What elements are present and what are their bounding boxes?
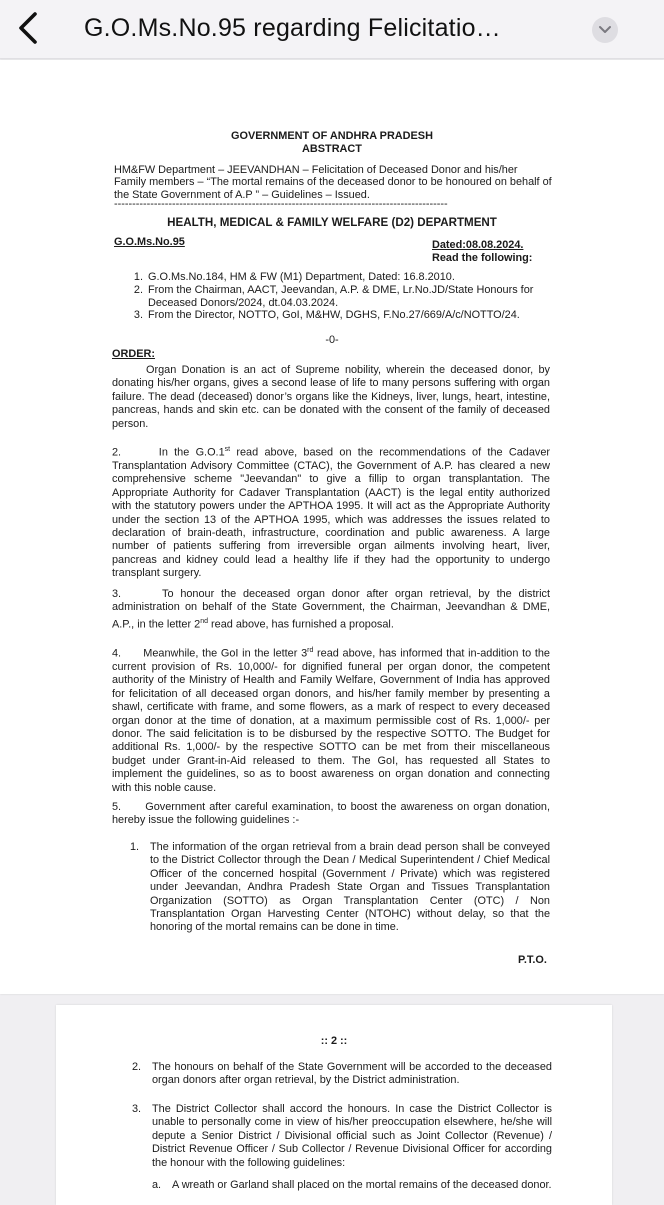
- paragraph-number: 2.: [112, 446, 122, 459]
- paragraph-1: Organ Donation is an act of Supreme nobility, wherein the deceased donor, by donating his/her organs, gives a second lease of life to many persons suffering with organ failure. The dead (deceased) donor’s organs like the Kidneys, liver, lungs, heart, intestine, pancreas, hands and skin etc. can be donated with the consent of the family of deceased person.: [112, 364, 550, 430]
- go-date: Dated:08.08.2024.: [432, 239, 524, 251]
- subject-text: HM&FW Department – JEEVANDHAN – Felicitation of Deceased Donor and his/her Family members – “The mortal remains of the deceased donor to be honoured on behalf of the State Government of A.P ” – Guidelines – Issued.: [114, 164, 552, 201]
- order-heading: ORDER:: [112, 348, 155, 360]
- chevron-left-icon: [17, 11, 39, 45]
- paragraph-number: 5.: [112, 801, 122, 813]
- paragraph-number: 3.: [112, 588, 122, 600]
- document-page-2[interactable]: [56, 1005, 612, 1205]
- go-number: G.O.Ms.No.95: [114, 236, 185, 248]
- separator: -0-: [325, 334, 339, 346]
- guideline-number: a.: [152, 1179, 162, 1191]
- guideline-3a: a. A wreath or Garland shall placed on the mortal remains of the deceased donor.: [152, 1179, 552, 1191]
- guideline-1: 1. The information of the organ retrieval from a brain dead person shall be conveyed to the District Collector through the Dean / Medical Superintendent / Chief Medical Officer of the concerned hospital (Government / Private) which was registered under Jeevandan, Andhra Pradesh State Organ and Tissues Transplantation Organization (SOTTO) as Organ Transplantation Center (OTC) / Non Transplantation Organ Harvesting Center (NTOHC) without delay, so that the honoring of the mortal remains can be done in time.: [130, 841, 550, 934]
- menu-button[interactable]: [592, 17, 618, 43]
- reference-item: 3. From the Director, NOTTO, GoI, M&HW, DGHS, F.No.27/669/A/c/NOTTO/24.: [146, 309, 562, 322]
- guideline-3: 3. The District Collector shall accord the honours. In case the District Collector is unable to personally come in view of his/her preoccupation elsewhere, he/she will depute a Senior District / Divisional official such as Joint Collector (Revenue) / District Revenue Officer / Sub Collector / Revenue Divisional Officer for according the honour with the following guidelines:: [132, 1103, 552, 1169]
- reference-item: 1. G.O.Ms.No.184, HM & FW (M1) Department, Dated: 16.8.2010.: [146, 271, 562, 284]
- guideline-number: 1.: [130, 841, 140, 853]
- document-page-1[interactable]: [0, 60, 664, 994]
- page-number: :: 2 ::: [320, 1035, 348, 1047]
- paragraph-3: 3. To honour the deceased organ donor after organ retrieval, by the district administration on behalf of the State Government, the Chairman, Jeevandhan & DME, A.P., in the letter 2nd read above, has furnished a proposal.: [112, 588, 550, 631]
- guideline-number: 3.: [132, 1103, 142, 1115]
- abstract-heading: ABSTRACT: [302, 143, 362, 155]
- divider: --------------------------------------------------------------------------------------------: [114, 200, 448, 208]
- department-heading: HEALTH, MEDICAL & FAMILY WELFARE (D2) DEPARTMENT: [167, 216, 497, 229]
- paragraph-4: 4. Meanwhile, the GoI in the letter 3rd read above, has informed that in-addition to the current provision of Rs. 10,000/- for dignified funeral per organ donor, the competent authority of the Ministry of Health and Family Welfare, Government of India has approved for felicitation of all deceased organ donors, and his/her family member by presenting a shawl, certificate with frame, and some flowers, as a mark of respect to every deceased organ donor at the time of donation, at a maximum permissible cost of Rs. 1,000/- per donor. The said felicitation is to be disbursed by the respective SOTTO. The Budget for additional Rs. 1,000/- by the respective SOTTO can be met from their miscellaneous budget under Grant-in-Aid released to them. The GoI, has requested all States to implement the guidelines, so as to boost awareness on organ donation and connecting with this noble cause.: [112, 647, 550, 794]
- read-following: Read the following:: [432, 252, 533, 264]
- references-list: [122, 271, 562, 322]
- document-title: G.O.Ms.No.95 regarding Felicitatio…: [84, 14, 501, 42]
- reference-item: 2. From the Chairman, AACT, Jeevandan, A.P. & DME, Lr.No.JD/State Honours for Deceased Donors/2024, dt.04.03.2024.: [146, 284, 562, 310]
- guideline-number: 2.: [132, 1061, 142, 1073]
- paragraph-5: 5. Government after careful examination, to boost the awareness on organ donation, hereby issue the following guidelines :-: [112, 801, 550, 827]
- guideline-2: 2. The honours on behalf of the State Government will be accorded to the deceased organ donors after organ retrieval, by the District administration.: [132, 1061, 552, 1087]
- back-button[interactable]: [10, 10, 46, 46]
- top-bar: [0, 0, 664, 59]
- paragraph-number: 4.: [112, 647, 122, 660]
- paragraph-2: 2. In the G.O.1st read above, based on the recommendations of the Cadaver Transplantation Advisory Committee (CTAC), the Government of A.P. has cleared a new comprehensive scheme "Jeevandan" to give a fillip to organ transplantation. The Appropriate Authority for Cadaver Transplantation (AACT) is the legal entity authorized with the statutory powers under the APTHOA 1995. It will act as the Appropriate Authority under the section 13 of the APTHOA 1995, which was addresses the issues related to declaration of brain-death, infrastructure, coordination and public awareness. A large number of patients suffering from irreversible organ ailments involving heart, liver, pancreas and kidney could lead a healthy life if they had the opportunity to undergo transplant surgery.: [112, 446, 551, 580]
- chevron-down-icon: [598, 25, 612, 35]
- gov-heading: GOVERNMENT OF ANDHRA PRADESH: [231, 130, 433, 142]
- pto-label: P.T.O.: [518, 954, 547, 966]
